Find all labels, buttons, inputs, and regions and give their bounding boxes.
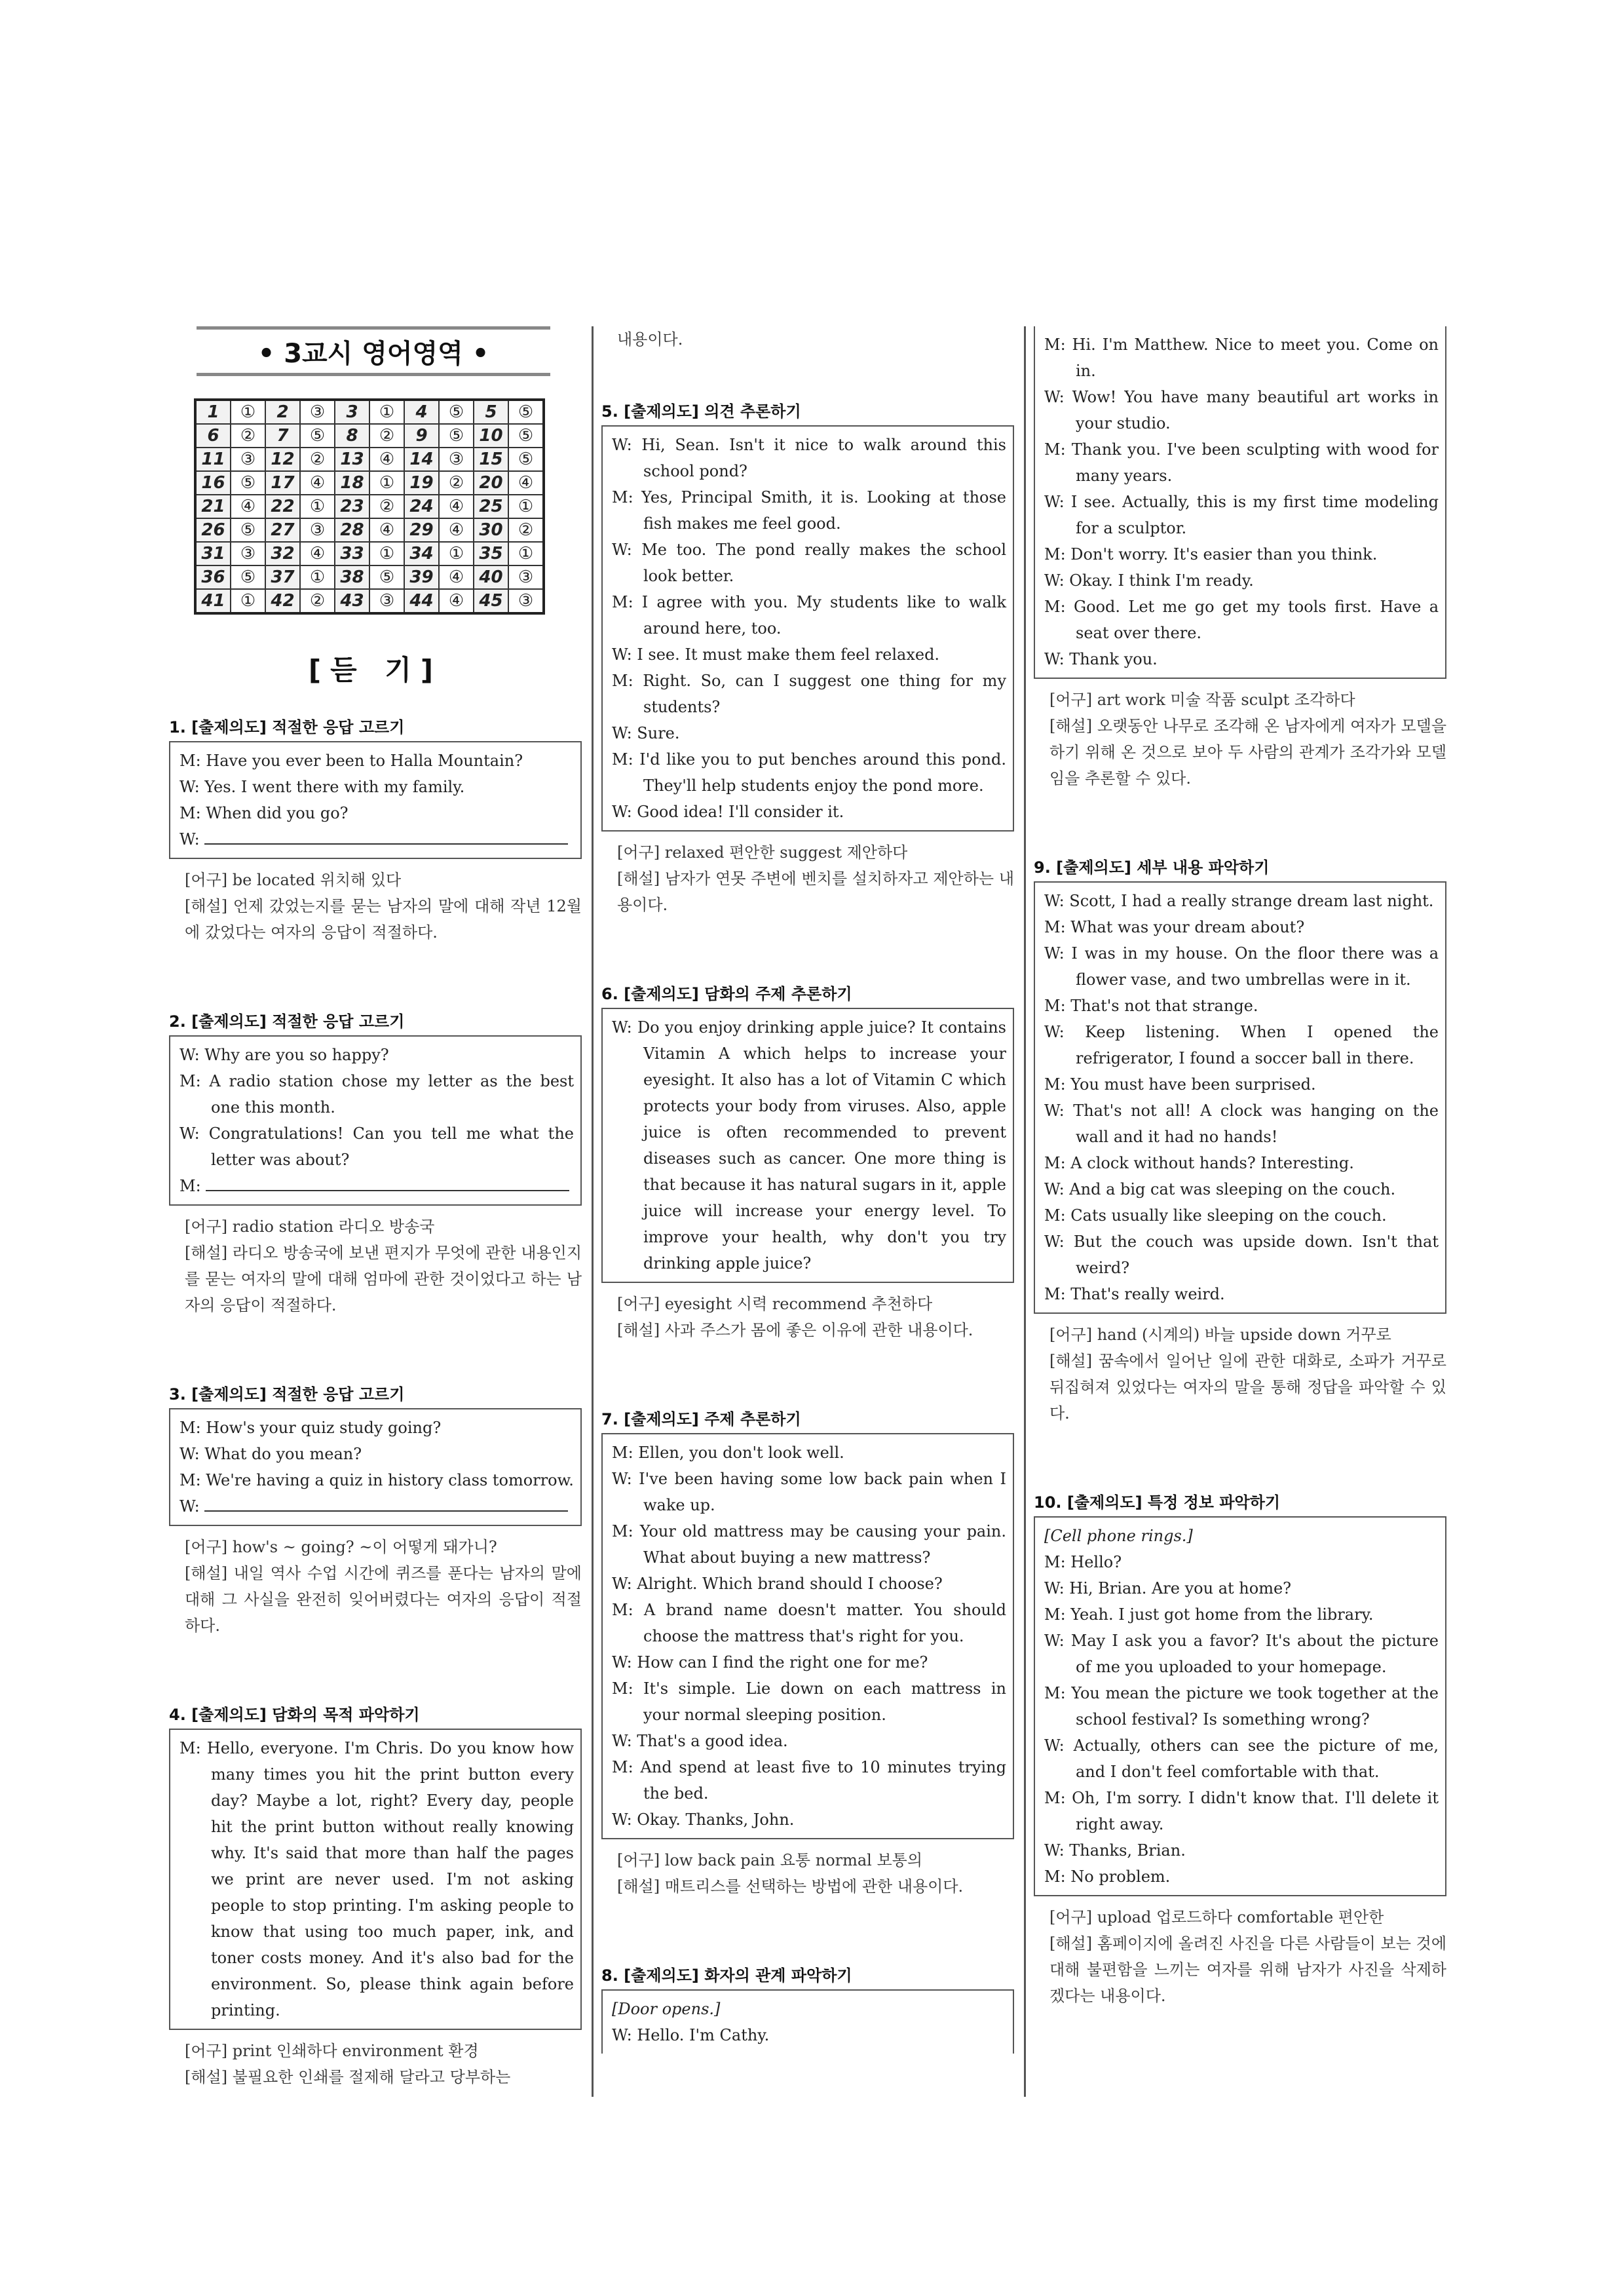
answer-choice: ④ — [439, 495, 474, 518]
answer-choice: ④ — [300, 471, 335, 495]
question-4-title: 4. [출제의도] 담화의 목적 파악하기 — [169, 1706, 420, 1724]
question-2-title: 2. [출제의도] 적절한 응답 고르기 — [169, 1012, 405, 1031]
script-line: M: Hello, everyone. I'm Chris. Do you know how many times you hit the print button every day? Maybe a lot, right? Every day, people hit the print button without really knowing why. It's said that more than half the pages we print are never used. I'm not asking people to stop printing. I'm asking people to know that using too much paper, ink, and toner costs money. And it's also bad for the environment. So, please think again before printing. — [179, 1739, 574, 2019]
script-line: W: Okay. I think I'm ready. — [1044, 571, 1254, 590]
explanation-note: [해설] 남자가 연못 주변에 벤치를 설치하자고 제안하는 내용이다. — [617, 870, 1014, 914]
question-number: 33 — [335, 542, 369, 565]
vocab-note: [어구] hand (시계의) 바늘 upside down 거꾸로 — [1049, 1326, 1391, 1344]
answer-choice: ② — [300, 589, 335, 613]
answer-choice: ④ — [300, 542, 335, 565]
explanation-note: [해설] 사과 주스가 몸에 좋은 이유에 관한 내용이다. — [617, 1321, 973, 1339]
question-8-notes — [1034, 679, 1446, 792]
question-2-script — [169, 1035, 582, 1206]
script-line: W: Congratulations! Can you tell me what the letter was about? — [179, 1124, 574, 1169]
question-1-notes — [169, 859, 582, 946]
script-line: M: What was your dream about? — [1044, 918, 1305, 936]
question-3 — [169, 1381, 582, 1639]
script-line: W: I was in my house. On the floor there was a flower vase, and two umbrellas were in it. — [1044, 944, 1439, 989]
answer-choice: ⑤ — [508, 400, 544, 424]
answer-choice: ⑤ — [231, 565, 265, 589]
explanation-note: [해설] 라디오 방송국에 보낸 편지가 무엇에 관한 내용인지를 묻는 여자의 말에 대해 엄마에 관한 것이었다고 하는 남자의 응답이 적절하다. — [185, 1244, 582, 1314]
question-3-notes — [169, 1526, 582, 1639]
question-7-notes — [601, 1839, 1014, 1900]
script-line: M: Yes, Principal Smith, it is. Looking at those fish makes me feel good. — [612, 488, 1006, 533]
question-number: 10 — [474, 424, 508, 448]
answer-choice: ① — [508, 495, 544, 518]
script-line: W: And a big cat was sleeping on the couch. — [1044, 1180, 1396, 1198]
question-7-script — [601, 1433, 1014, 1839]
script-line: M: Cats usually like sleeping on the couch. — [1044, 1206, 1387, 1225]
vocab-note: [어구] art work 미술 작품 sculpt 조각하다 — [1049, 691, 1355, 709]
explanation-note: [해설] 언제 갔었는지를 묻는 남자의 말에 대해 작년 12월에 갔었다는 여자의 응답이 적절하다. — [185, 897, 582, 942]
question-4-notes — [169, 2030, 582, 2090]
question-1-title: 1. [출제의도] 적절한 응답 고르기 — [169, 718, 405, 737]
question-number: 17 — [265, 471, 300, 495]
script-line: W: I see. Actually, this is my first time modeling for a sculptor. — [1044, 493, 1439, 537]
question-number: 25 — [474, 495, 508, 518]
answer-choice: ② — [508, 518, 544, 542]
column-2 — [601, 326, 1014, 2054]
question-number: 42 — [265, 589, 300, 613]
script-line: W: Hi, Brian. Are you at home? — [1044, 1579, 1292, 1598]
script-line: M: A clock without hands? Interesting. — [1044, 1154, 1354, 1172]
script-line: M: Your old mattress may be causing your pain. What about buying a new mattress? — [612, 1522, 1006, 1567]
question-10-title: 10. [출제의도] 특정 정보 파악하기 — [1034, 1493, 1281, 1512]
question-6-title: 6. [출제의도] 담화의 주제 추론하기 — [601, 985, 852, 1003]
section-title: • 3교시 영어영역 • — [197, 326, 550, 376]
script-line: W: Why are you so happy? — [179, 1046, 389, 1064]
answer-choice: ② — [300, 448, 335, 471]
script-line: W: I've been having some low back pain when I wake up. — [612, 1470, 1006, 1514]
script-line: W: Hello. I'm Cathy. — [612, 2026, 770, 2044]
script-line: W: I see. It must make them feel relaxed. — [612, 645, 940, 664]
question-8 — [601, 1962, 1014, 2054]
listening-heading: [듣 기] — [308, 654, 443, 686]
answer-choice: ⑤ — [369, 565, 404, 589]
question-number: 24 — [404, 495, 439, 518]
question-9-notes — [1034, 1314, 1446, 1426]
column-3 — [1034, 326, 1446, 2009]
answer-choice: ① — [369, 400, 404, 424]
question-7 — [601, 1406, 1014, 1900]
script-line: W: Okay. Thanks, John. — [612, 1810, 795, 1829]
answer-choice: ① — [369, 542, 404, 565]
answer-choice: ② — [369, 424, 404, 448]
answer-blank — [204, 826, 568, 845]
question-number: 45 — [474, 589, 508, 613]
answer-choice: ① — [231, 589, 265, 613]
answer-choice: ④ — [439, 565, 474, 589]
answer-choice: ⑤ — [300, 424, 335, 448]
script-line: M: Oh, I'm sorry. I didn't know that. I'll delete it right away. — [1044, 1789, 1439, 1833]
question-2-notes — [169, 1206, 582, 1318]
script-line: M: And spend at least five to 10 minutes trying the bed. — [612, 1758, 1006, 1803]
script-line: W: Me too. The pond really makes the school look better. — [612, 541, 1006, 585]
question-5-title: 5. [출제의도] 의견 추론하기 — [601, 402, 801, 421]
question-number: 29 — [404, 518, 439, 542]
column-divider-2 — [1024, 326, 1026, 2097]
answer-choice: ④ — [231, 495, 265, 518]
answer-key-row — [195, 565, 544, 589]
stage-direction: [Door opens.] — [612, 2000, 721, 2018]
answer-choice: ③ — [508, 589, 544, 613]
question-1 — [169, 714, 582, 946]
vocab-note: [어구] be located 위치해 있다 — [185, 871, 402, 889]
answer-choice: ③ — [231, 542, 265, 565]
script-line: W: May I ask you a favor? It's about the picture of me you uploaded to your homepage. — [1044, 1632, 1439, 1676]
answer-choice: ④ — [369, 448, 404, 471]
question-number: 15 — [474, 448, 508, 471]
answer-key-table — [194, 398, 545, 615]
question-number: 30 — [474, 518, 508, 542]
vocab-note: [어구] relaxed 편안한 suggest 제안하다 — [617, 843, 908, 862]
question-7-title: 7. [출제의도] 주제 추론하기 — [601, 1410, 801, 1428]
question-9 — [1034, 854, 1446, 1426]
vocab-note: [어구] upload 업로드하다 comfortable 편안한 — [1049, 1908, 1384, 1926]
question-10-notes — [1034, 1896, 1446, 2009]
answer-choice: ② — [439, 471, 474, 495]
question-number: 37 — [265, 565, 300, 589]
explanation-note: [해설] 불필요한 인쇄를 절제해 달라고 당부하는 — [185, 2068, 511, 2086]
question-number: 6 — [195, 424, 231, 448]
script-line: M: We're having a quiz in history class tomorrow. — [179, 1471, 574, 1489]
script-line-blank: W: — [179, 1493, 574, 1520]
script-line: M: How's your quiz study going? — [179, 1419, 442, 1437]
answer-choice: ③ — [508, 565, 544, 589]
column-1 — [169, 326, 582, 2090]
script-line: M: You must have been surprised. — [1044, 1075, 1316, 1094]
script-line-blank: W: — [179, 826, 574, 852]
script-line: M: I agree with you. My students like to walk around here, too. — [612, 593, 1006, 638]
script-line: W: Do you enjoy drinking apple juice? It contains Vitamin A which helps to increase your eyesight. It also has a lot of Vitamin C which protects your body from viruses. Also, apple juice is often recommended to prevent diseases such as cancer. One more thing is that because it has natural sugars in it, apple juice will increase your energy level. To improve your health, why don't you try drinking apple juice? — [612, 1018, 1006, 1272]
question-number: 18 — [335, 471, 369, 495]
script-line: W: But the couch was upside down. Isn't that weird? — [1044, 1233, 1439, 1277]
answer-choice: ④ — [369, 518, 404, 542]
question-5 — [601, 398, 1014, 918]
question-number: 19 — [404, 471, 439, 495]
script-line: M: That's really weird. — [1044, 1285, 1225, 1303]
answer-choice: ② — [231, 424, 265, 448]
answer-blank — [206, 1173, 569, 1191]
answer-choice: ④ — [439, 589, 474, 613]
script-line: W: Sure. — [612, 724, 680, 742]
script-line: M: A radio station chose my letter as the best one this month. — [179, 1072, 574, 1117]
script-line: W: Wow! You have many beautiful art works in your studio. — [1044, 388, 1439, 432]
question-number: 28 — [335, 518, 369, 542]
question-number: 20 — [474, 471, 508, 495]
question-5-script — [601, 425, 1014, 832]
question-number: 41 — [195, 589, 231, 613]
question-number: 27 — [265, 518, 300, 542]
script-line: W: Hi, Sean. Isn't it nice to walk around this school pond? — [612, 436, 1006, 480]
vocab-note: [어구] how's ~ going? ~이 어떻게 돼가니? — [185, 1538, 497, 1556]
question-2 — [169, 1008, 582, 1318]
question-number: 38 — [335, 565, 369, 589]
vocab-note: [어구] print 인쇄하다 environment 환경 — [185, 2042, 479, 2060]
question-number: 34 — [404, 542, 439, 565]
question-number: 8 — [335, 424, 369, 448]
vocab-note: [어구] eyesight 시력 recommend 추천하다 — [617, 1295, 933, 1313]
question-6 — [601, 981, 1014, 1343]
explanation-note: [해설] 홈페이지에 올려진 사진을 다른 사람들이 보는 것에 대해 불편함을 느끼는 여자를 위해 남자가 사진을 삭제하겠다는 내용이다. — [1049, 1934, 1446, 2005]
question-number: 40 — [474, 565, 508, 589]
question-6-script — [601, 1008, 1014, 1283]
question-number: 31 — [195, 542, 231, 565]
script-line: W: Yes. I went there with my family. — [179, 778, 465, 796]
vocab-note: [어구] radio station 라디오 방송국 — [185, 1217, 435, 1236]
question-number: 21 — [195, 495, 231, 518]
answer-choice: ③ — [300, 518, 335, 542]
question-9-title: 9. [출제의도] 세부 내용 파악하기 — [1034, 858, 1270, 877]
script-line: M: A brand name doesn't matter. You should choose the mattress that's right for you. — [612, 1601, 1006, 1645]
script-line: W: That's a good idea. — [612, 1732, 788, 1750]
column-divider-1 — [592, 326, 594, 2097]
question-number: 32 — [265, 542, 300, 565]
script-line: M: Right. So, can I suggest one thing for my students? — [612, 672, 1006, 716]
answer-key-row — [195, 495, 544, 518]
answer-choice: ④ — [439, 518, 474, 542]
question-number: 9 — [404, 424, 439, 448]
question-8-continued — [1034, 326, 1446, 792]
answer-choice: ① — [508, 542, 544, 565]
question-6-notes — [601, 1283, 1014, 1343]
question-number: 26 — [195, 518, 231, 542]
question-3-title: 3. [출제의도] 적절한 응답 고르기 — [169, 1385, 405, 1404]
answer-choice: ③ — [300, 400, 335, 424]
script-line: M: Thank you. I've been sculpting with wood for many years. — [1044, 440, 1439, 485]
answer-key-row — [195, 448, 544, 471]
script-line: W: That's not all! A clock was hanging on the wall and it had no hands! — [1044, 1101, 1439, 1146]
answer-choice: ⑤ — [508, 424, 544, 448]
answer-choice: ⑤ — [439, 400, 474, 424]
script-line: M: No problem. — [1044, 1867, 1171, 1886]
question-number: 39 — [404, 565, 439, 589]
question-number: 14 — [404, 448, 439, 471]
answer-choice: ⑤ — [231, 471, 265, 495]
script-line: M: Hello? — [1044, 1553, 1122, 1571]
question-number: 4 — [404, 400, 439, 424]
answer-choice: ① — [300, 495, 335, 518]
question-4 — [169, 1702, 582, 2090]
answer-blank — [204, 1493, 568, 1512]
answer-key-row — [195, 400, 544, 424]
script-line: W: Thank you. — [1044, 650, 1158, 668]
explanation-note: [해설] 오랫동안 나무로 조각해 온 남자에게 여자가 모델을 하기 위해 온 것으로 보아 두 사람의 관계가 조각가와 모델임을 추론할 수 있다. — [1049, 717, 1446, 788]
answer-choice: ⑤ — [508, 448, 544, 471]
question-number: 16 — [195, 471, 231, 495]
question-3-script — [169, 1408, 582, 1526]
script-line: W: Scott, I had a really strange dream last night. — [1044, 892, 1434, 910]
question-10-script — [1034, 1516, 1446, 1896]
script-line: M: Don't worry. It's easier than you think. — [1044, 545, 1378, 564]
script-line: W: Alright. Which brand should I choose? — [612, 1575, 943, 1593]
script-line: W: Actually, others can see the picture of me, and I don't feel comfortable with that. — [1044, 1736, 1439, 1781]
script-line: M: It's simple. Lie down on each mattress in your normal sleeping position. — [612, 1679, 1006, 1724]
script-line: M: Good. Let me go get my tools first. Have a seat over there. — [1044, 598, 1439, 642]
answer-key-row — [195, 424, 544, 448]
question-number: 35 — [474, 542, 508, 565]
script-line: M: Ellen, you don't look well. — [612, 1444, 844, 1462]
answer-key-row — [195, 542, 544, 565]
explanation-note: [해설] 내일 역사 수업 시간에 퀴즈를 푼다는 남자의 말에 대해 그 사실을 완전히 잊어버렸다는 여자의 응답이 적절하다. — [185, 1564, 582, 1635]
answer-choice: ⑤ — [231, 518, 265, 542]
script-line: W: Keep listening. When I opened the refrigerator, I found a soccer ball in there. — [1044, 1023, 1439, 1067]
answer-choice: ② — [369, 495, 404, 518]
script-line: W: What do you mean? — [179, 1445, 362, 1463]
question-number: 1 — [195, 400, 231, 424]
script-line: M: Hi. I'm Matthew. Nice to meet you. Come on in. — [1044, 335, 1439, 380]
answer-choice: ⑤ — [439, 424, 474, 448]
question-number: 11 — [195, 448, 231, 471]
question-4-script — [169, 1729, 582, 2030]
question-number: 43 — [335, 589, 369, 613]
answer-choice: ① — [300, 565, 335, 589]
question-number: 23 — [335, 495, 369, 518]
answer-choice: ③ — [439, 448, 474, 471]
script-line-blank: M: — [179, 1173, 574, 1199]
question-9-script — [1034, 881, 1446, 1314]
script-line: M: That's not that strange. — [1044, 997, 1258, 1015]
question-number: 12 — [265, 448, 300, 471]
answer-choice: ① — [369, 471, 404, 495]
script-line: M: Have you ever been to Halla Mountain? — [179, 752, 523, 770]
question-number: 2 — [265, 400, 300, 424]
question-8-script-part1 — [601, 1989, 1014, 2054]
question-5-notes — [601, 832, 1014, 918]
question-number: 22 — [265, 495, 300, 518]
question-number: 7 — [265, 424, 300, 448]
script-line: M: When did you go? — [179, 804, 349, 822]
explanation-note: [해설] 꿈속에서 일어난 일에 관한 대화로, 소파가 거꾸로 뒤집혀져 있었다는 여자의 말을 통해 정답을 파악할 수 있다. — [1049, 1352, 1446, 1423]
script-line: M: I'd like you to put benches around this pond. They'll help students enjoy the pond more. — [612, 750, 1006, 795]
script-line: W: How can I find the right one for me? — [612, 1653, 928, 1672]
script-line: M: You mean the picture we took together at the school festival? Is something wrong? — [1044, 1684, 1439, 1729]
answer-choice: ① — [231, 400, 265, 424]
answer-choice: ③ — [231, 448, 265, 471]
vocab-note: [어구] low back pain 요통 normal 보통의 — [617, 1851, 923, 1869]
answer-choice: ④ — [508, 471, 544, 495]
answer-choice: ③ — [369, 589, 404, 613]
question-4-explanation-continued: 내용이다. — [617, 330, 683, 349]
question-number: 13 — [335, 448, 369, 471]
question-number: 3 — [335, 400, 369, 424]
question-1-script — [169, 741, 582, 859]
question-8-script-part2 — [1034, 326, 1446, 679]
script-line: W: Thanks, Brian. — [1044, 1841, 1186, 1860]
stage-direction: [Cell phone rings.] — [1044, 1527, 1193, 1545]
question-10 — [1034, 1489, 1446, 2009]
question-8-title: 8. [출제의도] 화자의 관계 파악하기 — [601, 1966, 852, 1985]
script-line: M: Yeah. I just got home from the library. — [1044, 1605, 1374, 1624]
script-line: W: Good idea! I'll consider it. — [612, 803, 844, 821]
answer-key-row — [195, 589, 544, 613]
question-number: 44 — [404, 589, 439, 613]
question-number: 36 — [195, 565, 231, 589]
question-number: 5 — [474, 400, 508, 424]
answer-key-row — [195, 471, 544, 495]
explanation-note: [해설] 매트리스를 선택하는 방법에 관한 내용이다. — [617, 1877, 964, 1896]
answer-choice: ① — [439, 542, 474, 565]
answer-key-row — [195, 518, 544, 542]
